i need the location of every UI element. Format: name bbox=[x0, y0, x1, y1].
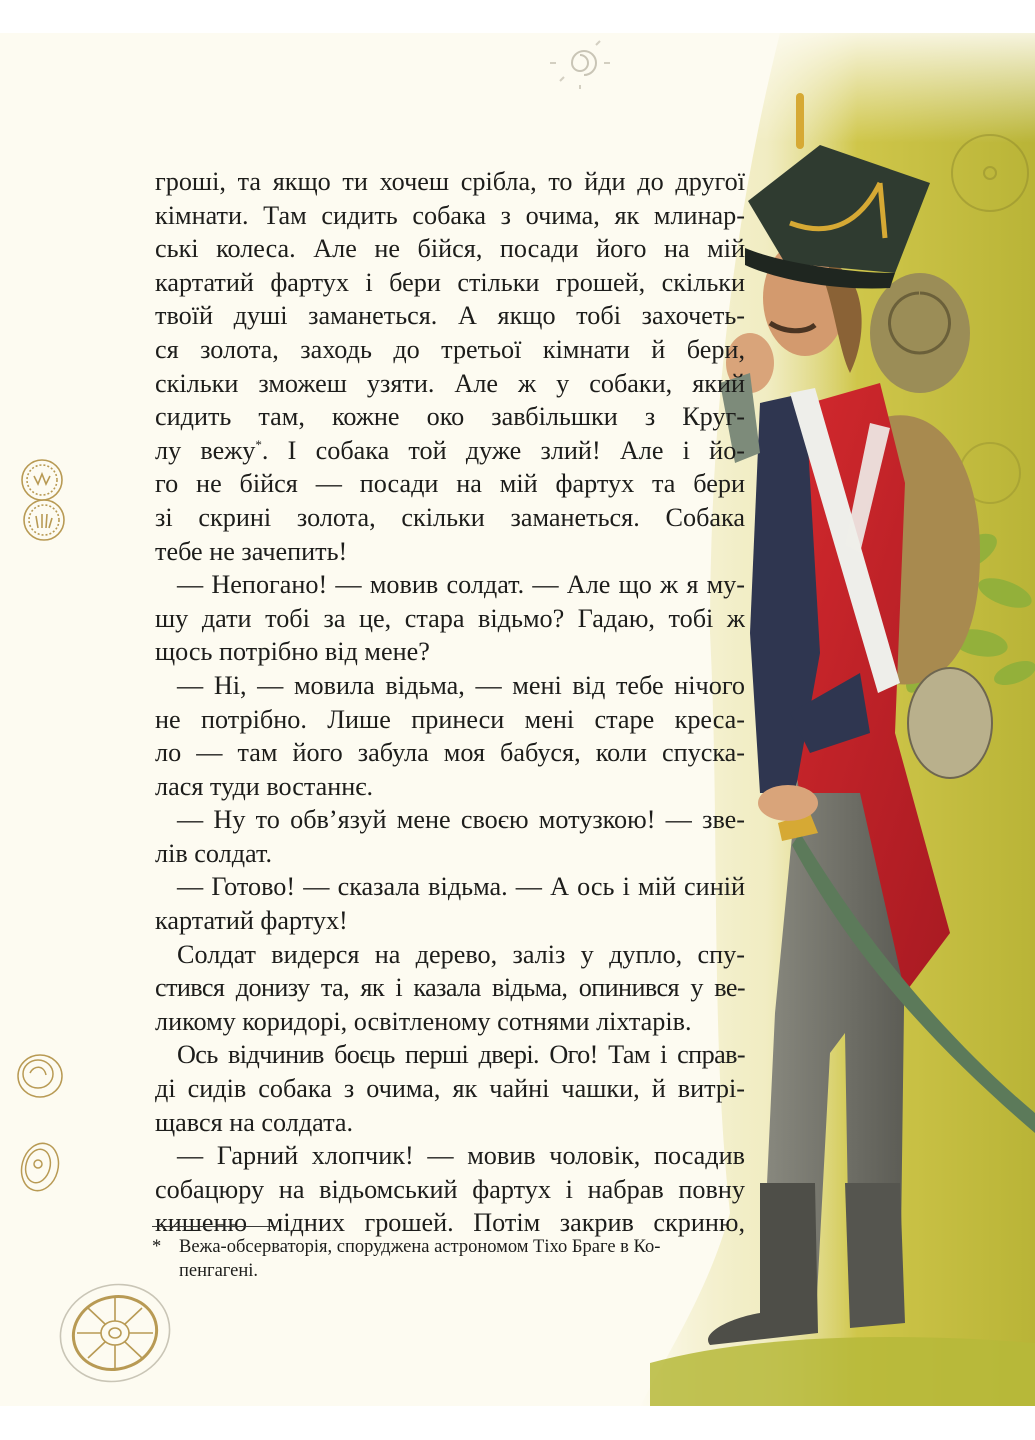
footnote-mark: * bbox=[152, 1237, 162, 1257]
text-fragment: лу вежу bbox=[155, 435, 256, 465]
text-line: картатий фартух і бери стільки грошей, скільки bbox=[155, 267, 745, 297]
footnote-line: Вежа-обсерваторія, споруджена астрономом Тіхо Браге в Ко- bbox=[179, 1237, 661, 1257]
text-line: кишеню мідних грошей. Потім закрив скриню, bbox=[155, 1208, 745, 1238]
text-line: лася туди востаннє. bbox=[155, 771, 374, 801]
text-line: Солдат видерся на дерево, заліз у дупло, спу- bbox=[177, 939, 745, 969]
text-line-with-footnote-ref bbox=[155, 434, 745, 468]
wheel-doodle bbox=[55, 1278, 175, 1388]
text-line: — Гарний хлопчик! — мовив чоловік, посадив bbox=[177, 1141, 745, 1171]
text-line: кімнати. Там сидить собака з очима, як млинар- bbox=[155, 200, 745, 230]
coin-top-doodle bbox=[14, 1051, 69, 1101]
text-line: гроші, та якщо ти хочеш срібла, то йди до другої bbox=[155, 167, 745, 196]
coin-bottom-doodle bbox=[16, 1140, 66, 1195]
text-line: Ось відчинив боєць перші двері. Ого! Там і справ- bbox=[177, 1040, 745, 1070]
text-line: ликому коридорі, освітленому сотнями ліхтарів. bbox=[155, 1006, 692, 1036]
footnote-text bbox=[179, 1235, 752, 1283]
coin-pair-doodle bbox=[12, 458, 72, 548]
text-line: лів солдат. bbox=[155, 838, 272, 868]
story-text bbox=[155, 165, 745, 1240]
text-line: ло — там його забула моя бабуся, коли спуска- bbox=[155, 738, 745, 768]
text-line: тебе не зачепить! bbox=[155, 536, 348, 566]
text-line: твоїй душі заманеться. А якщо тобі захочеть- bbox=[155, 301, 745, 331]
text-line: зі скрині золота, скільки заманеться. Собака bbox=[155, 502, 745, 532]
text-line: го не бійся — посади на мій фартух та бери bbox=[155, 469, 745, 499]
book-page bbox=[0, 33, 1035, 1406]
text-line: — Ну то обв’язуй мене своєю мотузкою! — зве- bbox=[177, 805, 745, 835]
text-line: ся золота, заходь до третьої кімнати й бери, bbox=[155, 334, 745, 364]
text-line: ські колеса. Але не бійся, посади його на мій bbox=[155, 234, 745, 264]
text-line: — Непогано! — мовив солдат. — Але що ж я му- bbox=[177, 570, 745, 600]
text-line: шу дати тобі за це, стара відьмо? Гадаю, тобі ж bbox=[155, 603, 745, 633]
footnote-reference[interactable]: * bbox=[255, 436, 262, 452]
sun-spiral-doodle bbox=[540, 33, 620, 93]
text-line: — Готово! — сказала відьма. — А ось і мій синій bbox=[177, 872, 745, 902]
text-line: стився донизу та, як і казала відьма, опинився у ве- bbox=[155, 973, 745, 1003]
footnote bbox=[152, 1235, 752, 1283]
text-line: сидить там, кожне око завбільшки з Круг- bbox=[155, 402, 745, 432]
footnote-divider bbox=[152, 1226, 276, 1227]
text-line: не потрібно. Лише принеси мені старе креса- bbox=[155, 704, 745, 734]
text-line: картатий фартух! bbox=[155, 906, 348, 936]
text-line: — Ні, — мовила відьма, — мені від тебе нічого bbox=[177, 670, 745, 700]
footnote-line: пенгагені. bbox=[179, 1261, 259, 1281]
text-fragment: . І собака той дуже злий! Але і йо- bbox=[261, 435, 746, 465]
text-line: собацюру на відьомський фартух і набрав повну bbox=[155, 1174, 745, 1204]
text-line: скільки зможеш узяти. Але ж у собаки, який bbox=[155, 368, 745, 398]
text-line: ді сидів собака з очима, як чайні чашки, й витрі- bbox=[155, 1074, 745, 1104]
text-line: щось потрібно від мене? bbox=[155, 637, 430, 667]
text-line: щався на солдата. bbox=[155, 1107, 354, 1137]
